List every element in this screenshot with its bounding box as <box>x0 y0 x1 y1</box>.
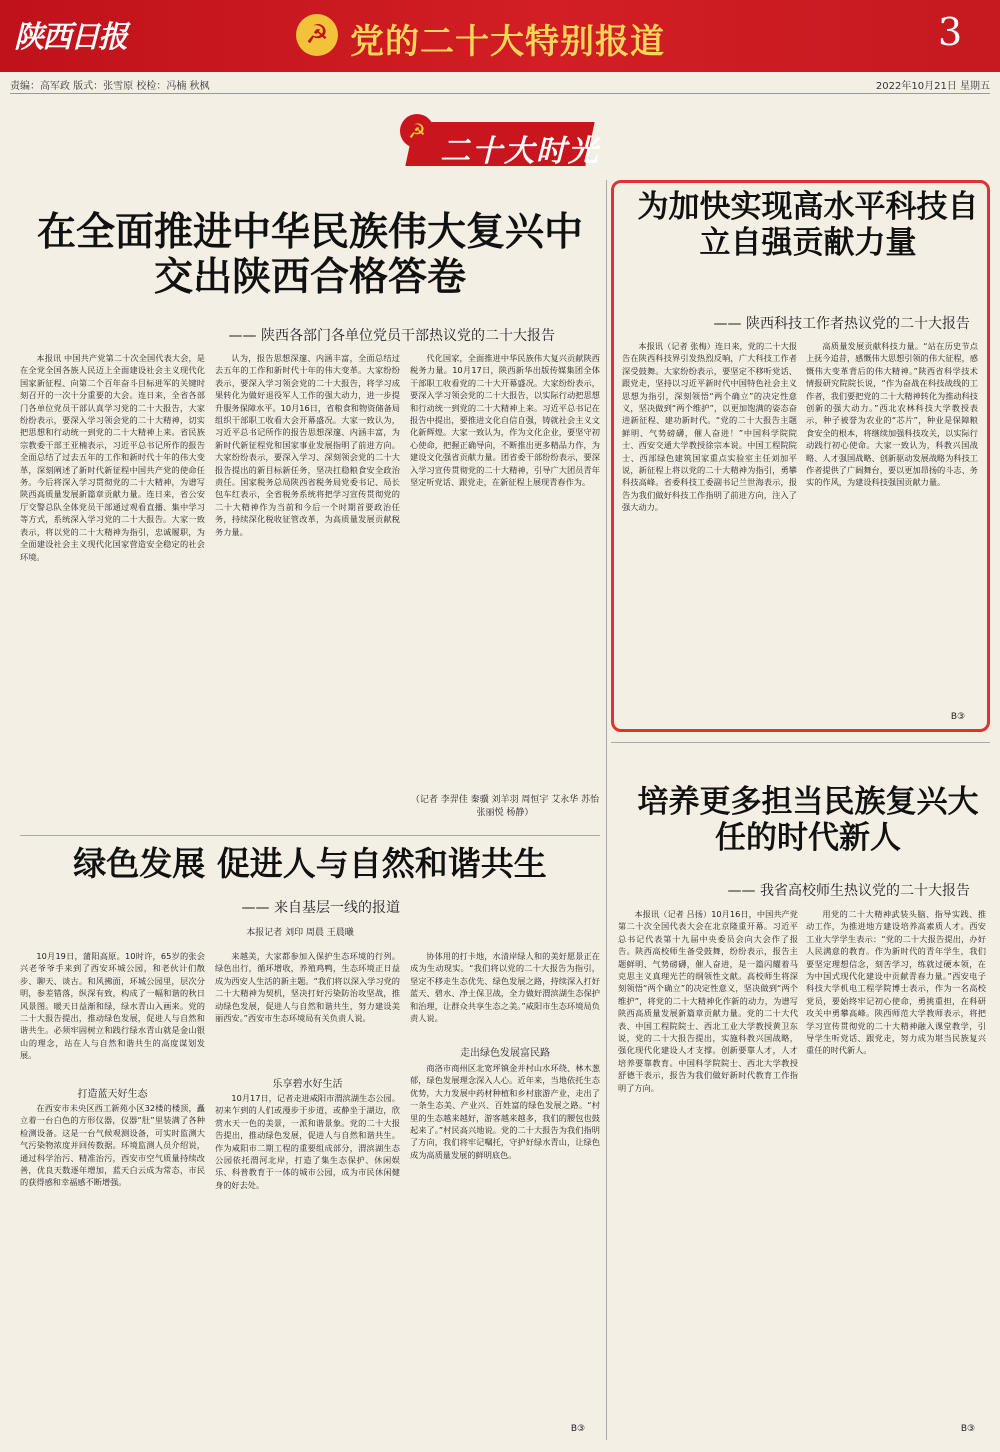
green-byline: 本报记者 刘印 周晨 王晨曦 <box>246 928 354 938</box>
green-subhead-3: 走出绿色发展富民路 <box>460 1048 550 1059</box>
banner-text: 二十大时光 <box>440 134 600 169</box>
green-column-2b: 10月17日，记者走进咸阳市渭滨湖生态公园。初来乍到的人们或漫步于步道，或静坐于湖边，欣赏水天一色的美景，一派和谐景象。党的二十大报告提出，推动绿色发展，促进人与自然和谐共生。作为咸阳市二期工程的重要组成部分，渭滨湖生态公园依托渭河北岸，打造了集生态保护、休闲娱乐、科普教育于一体的城市公园，成为市民休闲健身的好去处。 <box>215 1093 400 1190</box>
green-column-2: 来越美，大家都参加入保护生态环境的行列。绿色出行，循环增收，养殖鸡鸭，生态环境正日益成为西安人生活的新主题。“我们将以深入学习党的二十大精神为契机，坚决打好污染防治攻坚战，推动绿色发展，促进人与自然和谐共生，努力建设美丽西安。”西安市生态环境局有关负责人说。 <box>215 951 400 1024</box>
main-column-1: 本报讯 中国共产党第二十次全国代表大会，是在全党全国各族人民迈上全面建设社会主义现代化国家新征程、向第二个百年奋斗目标进军的关键时刻召开的一次十分重要的大会。连日来，全省各部门各单位党员干部认真学习党的二十大报告，大家纷纷表示，要深入学习领会党的二十大精神，切实把思想和行动统一到党的二十大精神上来。省民族宗教委干部王亚楠表示，习近平总书记所作的报告全面总结了过去五年的工作和新时代十年的伟大变革，深刻阐述了新时代新征程中国共产党的使命任务。今后将深入学习贯彻党的二十大精神，为谱写陕西高质量发展新篇章贡献力量。连日来，省公安厅交警总队全体党员干部通过观看直播、集中学习等方式，系统深入学习党的二十大报告。大家一致表示，将以党的二十大精神为指引，忠诚履职，为全面建设社会主义现代化国家营造安全稳定的社会环境。 <box>20 353 205 562</box>
column-divider <box>606 180 607 1440</box>
youth-column-2: 用党的二十大精神武装头脑、指导实践、推动工作，为推进地方建设培养高素质人才。西安工业大学学生表示：“党的二十大报告提出，办好人民满意的教育。作为新时代的青年学生，我们要坚定理想信念，刻苦学习，练就过硬本领，在为中国式现代化建设中贡献青春力量。”西安电子科技大学机电工程学院博士表示，作为一名高校党员，要始终牢记初心使命，勇挑重担，在科研攻关中勇攀高峰。陕西师范大学教师表示，将把学习宣传贯彻党的二十大精神融入课堂教学，引导学生听党话、跟党走，努力成为堪当民族复兴重任的时代新人。 <box>806 909 986 1056</box>
tech-column-2: 高质量发展贡献科技力量。“站在历史节点上抚今追昔，感慨伟大思想引领的伟大征程，感慨伟大变革背后的伟大精神。”陕西省科学技术情报研究院院长说，“作为奋战在科技战线的工作者，我们要把党的二十大精神转化为推动科技创新的强大动力。”西北农林科技大学教授表示，种子被誉为农业的“芯片”，种业是保障粮食安全的根本，将继续加强科技攻关，以实际行动践行初心使命。大家一致认为，科教兴国战略、人才强国战略、创新驱动发展战略为科技工作者提供了广阔舞台，要以更加昂扬的斗志、务实的作风，为建设科技强国贡献力量。 <box>806 341 978 488</box>
main-column-2: 认为，报告思想深邃、内涵丰富，全面总结过去五年的工作和新时代十年的伟大变革。大家纷纷表示，要深入学习领会党的二十大报告，将学习成果转化为做好退役军人工作的强大动力，进一步提升服务保障水平。10月16日，省粮食和物资储备局组织干部职工收看大会开幕盛况。大家一致认为，习近平总书记所作的报告思想深邃、内涵丰富，为新时代新征程党和国家事业发展指明了前进方向。大家纷纷表示，要深入学习、深刻领会党的二十大报告提出的新目标新任务，坚决扛稳粮食安全政治责任。国家税务总局陕西省税务局党委书记、局长包车红表示，全省税务系统将把学习宣传贯彻党的二十大精神作为当前和今后一个时期首要政治任务，持续深化税收征管改革，为高质量发展贡献税务力量。 <box>215 353 400 537</box>
youth-tag: B③ <box>960 1424 976 1434</box>
green-column-1b: 在西安市未央区西工新苑小区32楼的楼顶，矗立着一台白色的方形仪器，仪器“肚”里装满了各种检测设备。这是一台气候观测设备，可实时监测大气污染物浓度并回传数据。环境监测人员介绍说，通过科学治污、精准治污，西安市空气质量持续改善，优良天数逐年增加，蓝天白云成为常态，市民的获得感和幸福感不断增强。 <box>20 1103 205 1188</box>
green-tag: B③ <box>570 1424 586 1434</box>
green-column-3b: 商洛市商州区北宽坪镇金井村山水环绕、林木葱郁，绿色发展理念深入人心。近年来，当地依托生态优势，大力发展中药材种植和乡村旅游产业，走出了一条生态美、产业兴、百姓富的绿色发展之路。“村里的生态越来越好，游客越来越多，我们的腰包也鼓起来了。”村民高兴地说。党的二十大报告为我们指明了方向，我们将牢记嘱托，守护好绿水青山，让绿色成为高质量发展的鲜明底色。 <box>410 1063 600 1160</box>
youth-subtitle: —— 我省高校师生热议党的二十大报告 <box>727 883 970 899</box>
tech-tag: B③ <box>950 712 966 722</box>
tech-subtitle: —— 陕西科技工作者热议党的二十大报告 <box>713 316 970 332</box>
main-column-3: 代化国家，全面推进中华民族伟大复兴贡献陕西税务力量。10月17日，陕西新华出版传媒集团全体干部职工收看党的二十大开幕盛况。大家纷纷表示，要深入学习领会党的二十大报告，以实际行动把思想和行动统一到党的二十大精神上来。习近平总书记在报告中提出，要推进文化自信自强，铸就社会主义文化新辉煌。大家一致认为，作为文化企业，要坚守初心使命，把握正确导向，不断推出更多精品力作，为建设文化强省贡献力量。团省委干部纷纷表示，要深入学习宣传贯彻党的二十大精神，引导广大团员青年坚定听党话、跟党走，在新征程上展现青春作为。 <box>410 353 600 488</box>
green-column-3: 协体用的打卡地，水清岸绿人和的美好愿景正在成为生动现实。“我们将以党的二十大报告为指引，坚定不移走生态优先、绿色发展之路，持续深入打好蓝天、碧水、净土保卫战，全力做好渭滨湖生态保护和治理，让群众共享生态之美。”咸阳市生态环境局负责人说。 <box>410 951 600 1024</box>
main-headline: 在全面推进中华民族伟大复兴中交出陕西合格答卷 <box>36 210 583 301</box>
green-column-1: 10月19日，蒲阳高原。10时许，65岁的张会兴老爷爷手来到了西安环城公园，和老伙计们散步、聊天、谈古。和风拂面，环城公园里，层次分明，参差错落，纵深有致，构成了一幅和谐的秋日风景图。暖天日益渐和绿，绿水青山入画来。党的二十大报告提出，推动绿色发展，促进人与自然和谐共生。必须牢固树立和践行绿水青山就是金山银山的理念，站在人与自然和谐共生的高度谋划发展。 <box>20 951 205 1061</box>
hammer-sickle-icon: ☭ <box>305 20 329 50</box>
main-subtitle: —— 陕西各部门各单位党员干部热议党的二十大报告 <box>228 328 555 344</box>
section-title: 党的二十大特别报道 <box>350 22 665 62</box>
info-bar <box>10 77 990 94</box>
tech-headline: 为加快实现高水平科技自立自强贡献力量 <box>637 189 979 261</box>
column-banner <box>400 108 600 178</box>
youth-column-1: 本报讯（记者 吕扬）10月16日，中国共产党第二十次全国代表大会在北京隆重开幕。习近平总书记代表第十九届中央委员会向大会作了报告。陕西高校师生备受鼓舞，纷纷表示，报告主题鲜明、气势磅礴，催人奋进，是一篇闪耀着马克思主义真理光芒的纲领性文献。高校师生将深刻领悟“两个确立”的决定性意义，坚决做到“两个维护”，将党的二十大精神化作新的动力，为谱写陕西高质量发展新篇章贡献力量。党的二十大代表、中国工程院院士、西北工业大学教授黄卫东说，党的二十大报告提出，实施科教兴国战略，强化现代化建设人才支撑。创新要靠人才，人才培养要靠教育。中国科学院院士、西北大学教授舒德干表示，报告为我们做好新时代教育工作指明了方向。 <box>618 909 798 1093</box>
green-headline: 绿色发展 促进人与自然和谐共生 <box>73 844 547 883</box>
paper-name: 陕西日报 <box>14 20 126 55</box>
youth-headline: 培养更多担当民族复兴大任的时代新人 <box>637 784 979 856</box>
main-reporters: （记者 李羿佳 秦骥 刘羊羽 周恒宇 艾永华 苏怡 张丽悦 杨静） <box>410 795 600 818</box>
page-number: 3 <box>938 10 963 54</box>
editor-credits: 责编：高军政 版式：张雪原 校检：冯楠 秋枫 <box>10 81 210 92</box>
party-emblem-icon <box>296 14 338 56</box>
tech-column-1: 本报讯（记者 张梅）连日来，党的二十大报告在陕西科技界引发热烈反响，广大科技工作者深受鼓舞。大家纷纷表示，要坚定不移听党话、跟党走，坚持以习近平新时代中国特色社会主义思想为指引，深刻领悟“两个确立”的决定性意义，坚决做到“两个维护”，以更加饱满的姿态奋进新征程、建功新时代。“党的二十大报告主题鲜明、气势磅礴，催人奋进！”中国科学院院士、西安交通大学教授徐宗本说。中国工程院院士、西部绿色建筑国家重点实验室主任刘加平说，新征程上将以党的二十大精神为指引，勇攀科技高峰。省委科技工委副书记兰世海表示，报告为我们做好科技工作指明了前进方向，注入了强大动力。 <box>622 341 797 513</box>
green-subhead-1: 打造蓝天好生态 <box>77 1089 148 1100</box>
party-flag-icon: ☭ <box>400 114 434 148</box>
masthead <box>0 0 1000 72</box>
green-subtitle: —— 来自基层一线的报道 <box>241 900 400 916</box>
section-divider <box>20 835 600 836</box>
section-divider-right <box>611 742 990 743</box>
green-subhead-2: 乐享碧水好生活 <box>272 1079 343 1090</box>
issue-date: 2022年10月21日 星期五 <box>875 81 990 92</box>
